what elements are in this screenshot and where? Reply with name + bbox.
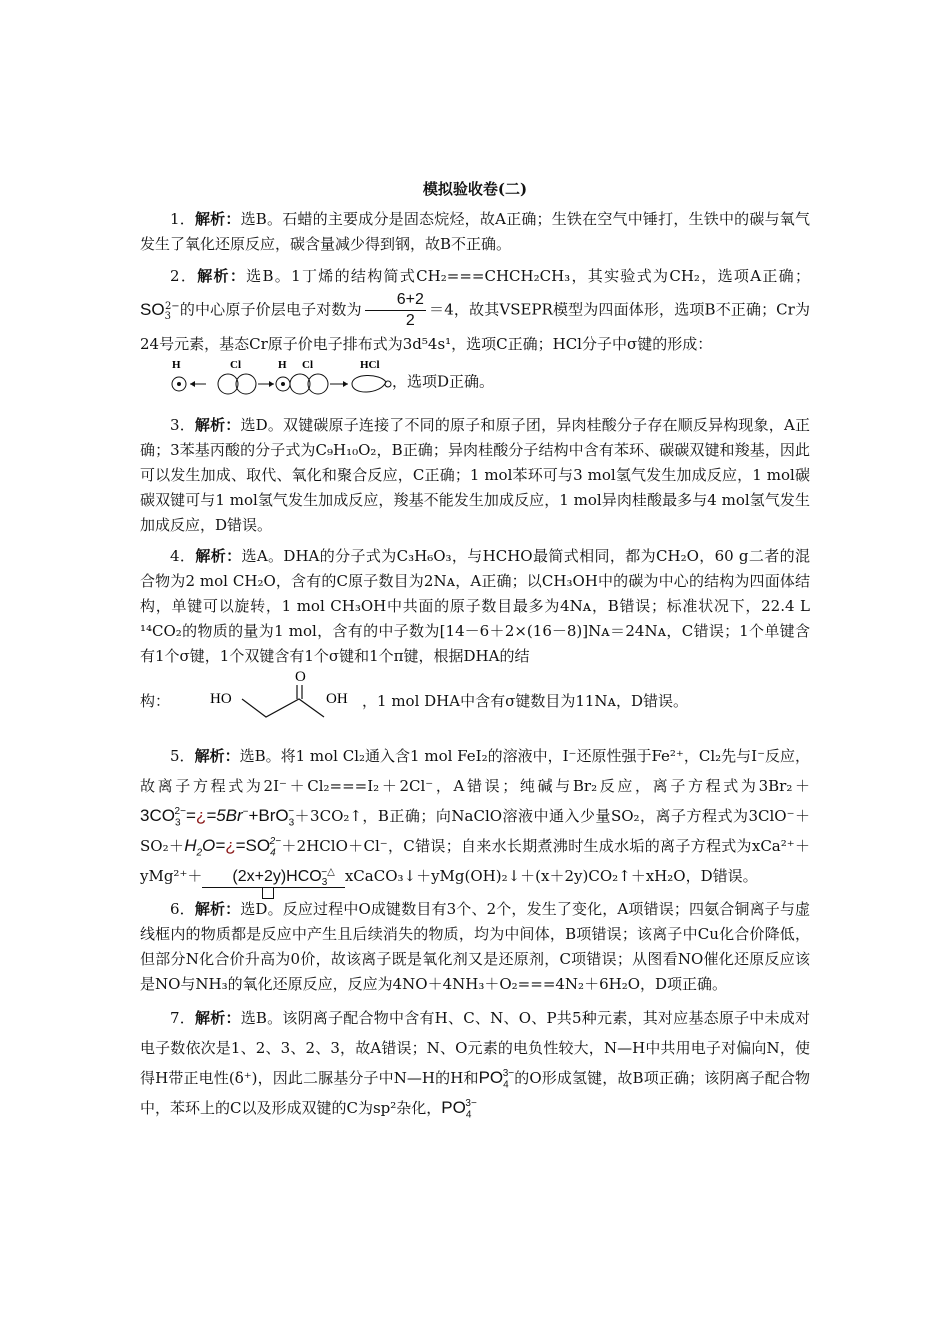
- struct-label-o: O: [295, 669, 306, 685]
- answer-text: ＝4，故其VSEPR模型为四面体形，选项B不正确；Cr为24号元素，基态Cr原子价电子排布式为3d⁵4s¹，选项C正确；HCl分子中σ键的形成：: [140, 300, 810, 353]
- answer-number: 1．: [170, 210, 195, 228]
- answer-number: 7．: [170, 1009, 195, 1027]
- answer-number: 6．: [170, 900, 195, 918]
- answer-text: 的中心原子价层电子对数为: [179, 300, 362, 319]
- orbital-label-h2: H: [278, 359, 287, 371]
- answer-text: ＋2HClO＋Cl⁻，C错误；自来水长期煮沸时生成水垢的离子方程式为xCa²⁺＋yMg²⁺＋: [140, 837, 810, 885]
- answer-number: 4．: [170, 547, 196, 565]
- answer-7: [140, 1003, 810, 1123]
- sulfite-ion: $SO_3^{2-}$: [140, 299, 180, 322]
- answer-text: 选D。反应过程中O成键数目有3个、2个，发生了变化，A项错误；四氨合铜离子与虚线框内的物质都是反应中产生且后续消失的物质，均为中间体，B项错误；该离子中Cu化合价降低，但部分N化合价升高为0价，故该离子既是氧化剂又是还原剂，C项错误；从图看NO催化还原反应该是NO与NH₃的氧化还原反应，反应为4NO＋4NH₃＋O₂===4N₂＋6H₂O，D项正确。: [140, 900, 810, 993]
- answer-text: xCaCO₃↓＋yMg(OH)₂↓＋(x＋2y)CO₂↑＋xH₂O，D错误。: [344, 867, 758, 885]
- answer-1: [140, 207, 810, 257]
- answer-label: 解析：: [194, 900, 241, 918]
- dha-structure-diagram: [176, 669, 356, 735]
- answer-label: 解析：: [197, 267, 247, 285]
- answer-number: 3．: [170, 416, 195, 434]
- phosphate-ion: $PO_4^{3-}$: [478, 1068, 515, 1091]
- fraction: $\frac{6+2}{2}$: [365, 290, 426, 331]
- answer-3: [140, 413, 810, 538]
- answer-number: 2．: [170, 267, 198, 285]
- phosphate-ion: $PO_4^{3-}$: [441, 1098, 477, 1121]
- answer-5: [140, 741, 810, 891]
- document-page: [140, 172, 810, 1129]
- answer-text: 选B。将1 mol Cl₂通入含1 mol FeI₂的溶液中，I⁻还原性强于Fe²⁺，Cl₂先与I⁻反应，故离子方程式为2I⁻＋Cl₂===I₂＋2Cl⁻，A错误；纯碱与Br₂反应，离子方程式为3Br₂＋: [140, 747, 810, 795]
- equation-carbonate: $3CO_3^{2-}=¿=5Br^-+BrO_3^-$: [140, 806, 295, 829]
- answer-number: 5．: [170, 747, 195, 765]
- answer-label: 解析：: [195, 547, 242, 565]
- answer-text: 选B。石蜡的主要成分是固态烷烃，故A正确；生铁在空气中锤打，生铁中的碳与氧气发生了氧化还原反应，碳含量减少得到钢，故B不正确。: [140, 210, 810, 253]
- answer-text: 选A。DHA的分子式为C₃H₆O₃，与HCHO最简式相同，都为CH₂O，60 g二者的混合物为2 mol CH₂O，含有的C原子数目为2Nᴀ，A正确；以CH₃OH中的碳为中心的结构为四面体结构，单键可以旋转，1 mol CH₃OH中共面的原子数目最多为4Nᴀ，B错误；标准状况下，22.4 L ¹⁴CO₂的物质的量为1 mol，含有的中子数为[14－6＋2×(16－8)]Nᴀ＝24Nᴀ，C错误；1个单键含有1个σ键，1个双键含有1个σ键和1个π键，根据DHA的结: [140, 547, 810, 665]
- answer-4: [140, 544, 810, 735]
- answer-text: ，1 mol DHA中含有σ键数目为11Nᴀ，D错误。: [362, 692, 689, 710]
- answer-2: [140, 263, 810, 407]
- answer-label: 解析：: [194, 416, 241, 434]
- answer-6: [140, 897, 810, 997]
- answer-text: 选B。1丁烯的结构简式CH₂===CHCH₂CH₃，其实验式为CH₂，选项A正确；: [246, 267, 810, 285]
- page-title: 模拟验收卷(二): [422, 180, 528, 198]
- answer-label: 解析：: [194, 747, 240, 765]
- answer-text: 选B。该阴离子配合物中含有H、C、N、O、P共5种元素，其对应基态原子中未成对电子数依次是1、2、3、2、3，故A错误；N、O元素的电负性较大，N—H中共用电子对偏向N，使得H带正电性(δ⁺)，因此二脲基分子中N—H的H和: [140, 1009, 810, 1087]
- answer-text: ，: [426, 1099, 442, 1117]
- orbital-label-cl1: Cl: [230, 359, 241, 371]
- orbital-label-hcl: HCl: [360, 359, 380, 371]
- answer-text: ，选项D正确。: [392, 372, 495, 391]
- equation-water: $H_2O=¿=SO_4^{2-}$: [184, 836, 282, 859]
- orbital-label-cl2: Cl: [302, 359, 313, 371]
- struct-label-oh: OH: [326, 691, 348, 707]
- answer-text: ＋3CO₂↑，B正确；向NaClO溶液中通入少量SO₂，离子方程式为3ClO⁻＋SO₂＋: [140, 807, 810, 855]
- answer-text: 选D。双键碳原子连接了不同的原子和原子团，异肉桂酸分子存在顺反异构现象，A正确；3苯基丙酸的分子式为C₉H₁₀O₂，B正确；异肉桂酸分子结构中含有苯环、碳碳双键和羧基，因此可以发生加成、取代、氧化和聚合反应，C正确；1 mol苯环可与3 mol氢气发生加成反应，1 mol碳碳双键可与1 mol氢气发生加成反应，羧基不能发生加成反应，1 mol异肉桂酸最多与4 mol氢气发生加成反应，D错误。: [140, 416, 810, 534]
- orbital-overlap-diagram: [140, 358, 392, 407]
- equation-bicarbonate: $(2x+2y)HCO_3^{-\triangle}$: [202, 867, 344, 888]
- placeholder-box-icon: [262, 887, 274, 899]
- answer-label: 解析：: [195, 1009, 241, 1027]
- answer-text: 构：: [140, 692, 171, 710]
- struct-label-ho: HO: [210, 691, 232, 707]
- answer-label: 解析：: [194, 210, 241, 228]
- answer-text: 的O形成氢键，故B项正确；该阴离子配合物中，苯环上的C以及形成双键的C为sp²杂化: [140, 1069, 810, 1117]
- orbital-label-h1: H: [172, 359, 181, 371]
